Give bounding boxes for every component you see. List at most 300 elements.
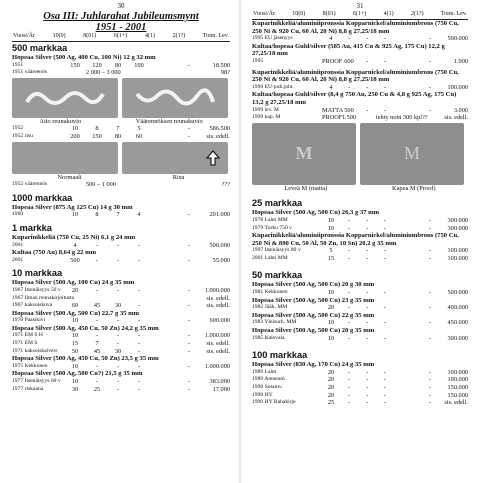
row-price: - (347, 399, 351, 407)
row-label: 1979 Turku 750 v (252, 224, 292, 231)
row-price: - (428, 83, 431, 91)
row-price: - (137, 286, 141, 294)
col-grade-2: 2(1?) (410, 11, 424, 17)
row-price: - (137, 347, 141, 355)
table-row (252, 217, 468, 225)
arrow-up-icon (206, 150, 220, 166)
row-label: 1999 lev. M (252, 106, 279, 113)
row-price: - (187, 286, 190, 294)
row-price: - (428, 224, 431, 232)
material-line: Kultaa (750 Au) 8,64 g 22 mm (12, 249, 97, 257)
row-price: 25 (93, 385, 101, 393)
row-price: - (365, 289, 369, 297)
row-mintage: 100.000 (447, 247, 468, 255)
caption-fake: Väärennöksen reunakuvio (135, 117, 203, 125)
row-mintage: 300.000 (447, 334, 468, 342)
col-grade-2: 2(1?) (172, 33, 186, 39)
row-price: - (383, 289, 387, 297)
row-price: - (95, 332, 99, 340)
edge-photos (12, 78, 230, 118)
row-label: 1977 riskaana (12, 385, 44, 392)
row-price: - (137, 317, 141, 325)
row-price: 2 000 – 3 000 (86, 69, 121, 77)
row-price: - (383, 35, 387, 43)
row-mintage: 383.000 (209, 378, 230, 386)
row-price: - (365, 224, 369, 232)
row-price (108, 295, 128, 303)
rows-50d (252, 335, 468, 343)
row-price: - (347, 304, 351, 312)
row-label: 1960 (12, 211, 24, 218)
table-row (12, 378, 230, 386)
row-mintage: 100.000 (447, 83, 468, 91)
row-mintage: 1.000.000 (204, 332, 230, 340)
row-price: - (365, 35, 369, 43)
material-line: Hopeaa Silver (830 Ag, 170 Cu) 24 g 35 mm (252, 361, 375, 369)
table-row (252, 319, 468, 327)
row-price: 30 (114, 347, 122, 355)
row-price: - (347, 224, 351, 232)
row-mintage: 1.000.000 (204, 286, 230, 294)
row-label: 1971 EM S H (12, 332, 43, 339)
row-label: 1999 kap. M (252, 114, 281, 121)
row-price (64, 69, 86, 77)
table-row (12, 348, 230, 356)
row-label: 1952 (12, 125, 24, 132)
row-price: - (95, 286, 99, 294)
row-price: - (365, 319, 369, 327)
coin-photo-risu (122, 142, 228, 174)
heading-1000-markkaa: 1000 markkaa (12, 192, 73, 203)
coin-photo-wide-m: M (252, 123, 356, 185)
row-price: 4 (73, 241, 77, 249)
material-line: Kuparinikkeliä/aluminiipronssia Kopparnickel/aluminiumbrons (750 Cu, 250 Ni & 890 Cu, 50 Al, 50 Zn, 10 Sn) 20,2 g 35 mm (252, 232, 459, 247)
row-price: - (428, 368, 431, 376)
coin-photo-narrow-m: M (360, 123, 464, 185)
table-row (252, 225, 468, 233)
rows-500b (12, 125, 230, 140)
rows-10a (12, 287, 230, 310)
row-price: - (347, 368, 351, 376)
row-price: - (365, 391, 369, 399)
row-label: 1985 Kalevala (252, 334, 285, 341)
row-mintage: 1.900 (453, 57, 468, 65)
rows-10e (12, 378, 230, 393)
row-price: - (365, 247, 369, 255)
row-price: - (383, 57, 387, 65)
row-price: - (347, 391, 351, 399)
row-price: - (347, 319, 351, 327)
table-row (12, 302, 230, 310)
material-line: Kultaa/hopeaa Guld/silver (8,4 g 750 Au, 250 Cu & 4,8 g 925 Ag, 175 Cu) 13,2 g 27,25/18 mm (252, 91, 457, 106)
table-row (252, 335, 468, 343)
material-line: Kuparinikkeliä/aluminiipronssia Kopparnickel/aluminiumbrons (750 Cu, 250 Ni & 920 Cu, 60 Al, 20 Ni) 8,8 g 27,25/18 mm (252, 20, 459, 35)
row-mintage: 300.000 (447, 216, 468, 224)
table-row (252, 35, 468, 43)
row-mintage: 100.000 (447, 368, 468, 376)
right-page (240, 0, 480, 483)
row-price: 5 (329, 247, 333, 255)
row-price: - (137, 362, 141, 370)
row-price: - (116, 256, 120, 264)
table-row (12, 340, 230, 348)
material-line: Hopeaa Silver (500 Ag, 500 Cu) 22 g 35 mm (252, 311, 375, 319)
row-mintage: sis. edell. (206, 302, 230, 310)
row-mintage: 150.000 (447, 391, 468, 399)
table-row (252, 84, 468, 92)
row-mintage: 600.000 (209, 317, 230, 325)
table-row (12, 332, 230, 340)
row-price: - (95, 256, 99, 264)
row-price: 30 (71, 385, 79, 393)
row-price: 80 (114, 61, 122, 69)
row-price: - (365, 83, 369, 91)
row-price: - (428, 247, 431, 255)
rows-50b (252, 304, 468, 312)
material-line: Hopeaa Silver (500 Ag, 500 Cu) 26,3 g 37 mm (252, 209, 380, 217)
row-price: - (116, 317, 120, 325)
material-line: Hopeaa Silver (500 Ag, 400 Cu, 100 Ni) 12 g 32 mm (12, 54, 156, 61)
row-price: - (137, 332, 141, 340)
row-mintage: sis. edell. (206, 294, 230, 302)
row-price: - (116, 362, 120, 370)
row-price: - (428, 289, 431, 297)
row-price: - (187, 302, 190, 310)
variety-captions (12, 174, 230, 182)
row-price: - (383, 83, 387, 91)
rows-1000 (12, 211, 230, 219)
row-label: 1995 (252, 57, 264, 64)
row-price: - (137, 241, 141, 249)
row-price: - (383, 319, 387, 327)
row-price (150, 295, 190, 303)
row-price: - (383, 247, 387, 255)
row-price: - (347, 83, 351, 91)
rows-r1 (252, 35, 468, 43)
material-line: Hopeaa Silver (500 Ag, 500 Cu) 20 g 30 mm (252, 281, 375, 289)
table-row (12, 62, 230, 70)
heading-25-markkaa: 25 markkaa (252, 198, 303, 209)
row-price: - (365, 304, 369, 312)
material-line: Kuparinikkeliä/aluminiipronssia Kopparnickel/aluminiumbrons (750 Cu, 250 Ni & 920 Cu, 60 Al, 20 Ni) 8,8 g 27,25/18 mm (252, 68, 459, 84)
row-price: 5 (137, 125, 141, 133)
table-row (12, 287, 230, 295)
row-mintage: 500.000 (447, 35, 468, 43)
col-grade-10: 10(0) (292, 11, 306, 17)
table-row (252, 304, 468, 312)
row-mintage: sis. edell. (206, 132, 230, 140)
row-label: 1989 Ateneum (252, 376, 285, 383)
row-price: - (365, 399, 369, 407)
table-row (252, 376, 468, 384)
row-price: 20 (71, 286, 79, 294)
row-price: 20 (327, 376, 335, 384)
table-row (12, 242, 230, 250)
row-price: - (95, 378, 99, 386)
rows-50a (252, 289, 468, 297)
row-price: - (383, 224, 387, 232)
material-line: Hopeaa Silver (500 Ag, 500 Cu) 22,7 g 35 mm (12, 309, 140, 317)
row-mintage: 201.000 (209, 211, 230, 219)
row-price: - (428, 399, 431, 407)
row-price: - (383, 391, 387, 399)
row-price: - (95, 362, 99, 370)
row-price (108, 69, 128, 77)
row-price: - (187, 61, 190, 69)
heading-100-markkaa: 100 markkaa (252, 350, 308, 361)
row-label: 2001 Lahti MM (252, 254, 288, 261)
table-row (252, 58, 468, 66)
row-price: - (187, 211, 190, 219)
row-mintage: 400.000 (447, 304, 468, 312)
row-mintage: sis. edell. (206, 340, 230, 348)
row-price: - (428, 57, 431, 65)
row-price: - (428, 376, 431, 384)
row-label: 1990 HY (252, 391, 273, 398)
row-mintage: ??? (221, 181, 230, 189)
row-price: - (95, 317, 99, 325)
edge-captions (12, 118, 230, 126)
row-price: MATTA (322, 106, 344, 114)
row-price: 10 (327, 216, 335, 224)
rows-10d (12, 363, 230, 371)
row-price: - (428, 106, 431, 114)
row-price: - (116, 378, 120, 386)
m-variety-photos (252, 123, 468, 185)
row-price: - (365, 376, 369, 384)
row-price: - (116, 286, 120, 294)
material-line: Hopeaa Silver (875 Ag 125 Cu) 14 g 30 mm (12, 203, 133, 211)
table-row (252, 107, 468, 115)
row-price: 20 (327, 304, 335, 312)
rows-r3 (252, 84, 468, 92)
col-mintage: Toim. Lev. (440, 11, 467, 17)
material-line: Hopeaa Silver (500 Ag, 500 Cu) 23 g 35 mm (252, 296, 375, 304)
row-price: - (116, 340, 120, 348)
row-mintage: 300.000 (447, 224, 468, 232)
row-price: 200 (70, 132, 80, 140)
row-price: - (383, 399, 387, 407)
row-price: - (347, 216, 351, 224)
heading-500-markkaa: 500 markkaa (12, 43, 68, 53)
row-price: 500 (70, 256, 80, 264)
row-price: - (187, 362, 190, 370)
row-price: PROOF (322, 57, 343, 65)
row-mintage: 55.000 (212, 256, 230, 264)
col-grade-6: 6(1+) (352, 11, 367, 17)
page-number-left: 30 (117, 2, 125, 10)
row-price: 1.500 (341, 114, 357, 122)
row-mintage: 1.000.000 (204, 362, 230, 370)
row-label: 1977 Itsenäisyys 60 v (12, 378, 61, 385)
rows-10b (12, 317, 230, 325)
row-price: - (365, 106, 369, 114)
row-price (108, 181, 128, 189)
table-row (12, 317, 230, 325)
material-line: Hopeaa Silver (500 Ag, 500 Cu) 20 g 35 mm (252, 327, 375, 335)
table-row (12, 133, 230, 141)
row-price: 4 (329, 83, 333, 91)
row-price: - (383, 376, 387, 384)
row-price: tehty noin 300 kpl?? (376, 114, 428, 122)
m-variety-captions (252, 185, 468, 193)
rows-1b (12, 257, 230, 265)
caption-genuine: Aito reunakuvio (39, 117, 82, 125)
rows-50c (252, 319, 468, 327)
row-price: - (365, 254, 369, 262)
row-price: 10 (327, 224, 335, 232)
rows-25b (252, 247, 468, 262)
row-label: 1995 EU jäsenyys (252, 35, 293, 42)
row-price: 10 (71, 211, 79, 219)
coin-edge-photo-genuine (12, 78, 118, 118)
row-price: - (347, 35, 351, 43)
row-price: - (137, 256, 141, 264)
table-row (12, 363, 230, 371)
heading-1-markka: 1 markka (12, 222, 52, 233)
coin-edge-photo-fake (122, 78, 228, 118)
row-price: - (187, 332, 190, 340)
section-title: Osa III: Juhlarahat Jubileumsmynt (43, 11, 199, 22)
row-label: 1951 vääreenös (12, 69, 47, 76)
heading-50-markkaa: 50 markkaa (252, 270, 303, 281)
row-price: - (428, 35, 431, 43)
row-price (64, 295, 86, 303)
row-label: 1951 (12, 61, 24, 68)
row-mintage: 98? (220, 69, 230, 77)
row-mintage: 586.500 (209, 125, 230, 133)
column-header-right (252, 11, 468, 20)
row-label: 1982 Jääk. MM (252, 304, 288, 311)
row-label: 1971 EM S (12, 340, 38, 347)
row-price: - (383, 254, 387, 262)
variety-photos (12, 142, 230, 174)
row-mintage: 450.000 (447, 319, 468, 327)
row-price: - (116, 385, 120, 393)
rows-100 (252, 369, 468, 407)
table-row (12, 386, 230, 394)
col-mintage: Toim. Lev. (202, 33, 229, 39)
row-price: 10 (71, 362, 79, 370)
row-label: 1952 väärennös (12, 181, 48, 188)
row-price: 4 (137, 211, 141, 219)
row-label: 1989 Lahti (252, 368, 277, 375)
row-price: - (428, 304, 431, 312)
row-price: 45 (93, 347, 101, 355)
row-price: PROOF (322, 114, 343, 122)
row-price: - (428, 319, 431, 327)
caption-wide-m: Leveä M (matta) (284, 184, 328, 192)
rows-10c (12, 332, 230, 355)
row-price: - (137, 378, 141, 386)
row-mintage: 18.500 (212, 61, 230, 69)
row-price (150, 69, 190, 77)
table-row (12, 257, 230, 265)
row-label: 1975 Kekkonen (12, 362, 48, 369)
table-row (252, 255, 468, 263)
table-row (12, 181, 230, 189)
material-line: Kultaa/hopeaa Guld/silver (585 Au, 415 Cu & 925 Ag, 175 Cu) 12,2 g 27,25/18 mm (252, 42, 445, 58)
row-price: - (187, 347, 190, 355)
row-price: 7 (116, 125, 120, 133)
row-mintage: sis. edell. (444, 114, 468, 122)
row-mintage: 150.000 (447, 384, 468, 391)
rows-25a (252, 217, 468, 232)
row-mintage: sis. edell. (206, 347, 230, 355)
row-price: - (383, 304, 387, 312)
table-row (12, 69, 230, 77)
row-price: - (428, 216, 431, 224)
row-label: 1990 HY Rahakirje (252, 399, 296, 406)
table-row (12, 295, 230, 303)
row-price: 10 (71, 332, 79, 340)
row-price: - (365, 384, 369, 391)
row-price: - (347, 289, 351, 297)
row-label: 1999 EU-puh.joht. (252, 83, 294, 90)
row-mintage: 500.000 (209, 241, 230, 249)
row-price (128, 295, 150, 303)
row-price: - (187, 132, 190, 140)
caption-normal: Normaali (57, 173, 82, 181)
row-price: 50 (71, 347, 79, 355)
table-row (12, 211, 230, 219)
row-price: - (137, 302, 141, 310)
row-label: 1981 Kekkonen (252, 289, 288, 296)
row-price (128, 181, 150, 189)
rows-500c (12, 181, 230, 189)
rows-r4 (252, 107, 468, 122)
row-price: - (347, 247, 351, 255)
row-price: - (383, 334, 387, 342)
row-price: - (187, 385, 190, 393)
row-price: - (187, 256, 190, 264)
row-price: 8 (95, 125, 99, 133)
row-price (128, 69, 150, 77)
row-price: - (428, 384, 431, 391)
row-price: 7 (116, 211, 120, 219)
table-row (252, 289, 468, 297)
row-price: 15 (327, 254, 335, 262)
row-price: - (383, 368, 387, 376)
row-mintage: 100.000 (447, 376, 468, 384)
edge-pattern-icon (25, 86, 105, 110)
row-label: 1952 risu (12, 132, 33, 139)
column-header-left (12, 33, 230, 42)
section-years: 1951 - 2001 (95, 22, 147, 33)
row-price: - (347, 384, 351, 391)
row-price: - (116, 332, 120, 340)
row-price: 25 (327, 399, 335, 407)
row-price: 600 (344, 57, 354, 65)
row-price: - (383, 216, 387, 224)
row-price: 10 (71, 317, 79, 325)
table-row (252, 392, 468, 400)
table-row (252, 369, 468, 377)
row-price: - (187, 378, 190, 386)
row-price: - (428, 334, 431, 342)
row-price: 60 (135, 132, 143, 140)
row-price: - (116, 241, 120, 249)
row-label: 1967 kaksoiskuva (12, 302, 53, 309)
row-price: - (365, 57, 369, 65)
row-price: 150 (70, 61, 80, 69)
row-label: 2001 (12, 241, 24, 248)
row-price (64, 181, 86, 189)
row-price: 500 – 1 000 (86, 181, 116, 189)
row-price: 8 (95, 211, 99, 219)
row-price: 100 (134, 61, 144, 69)
row-price: 10 (71, 378, 79, 386)
